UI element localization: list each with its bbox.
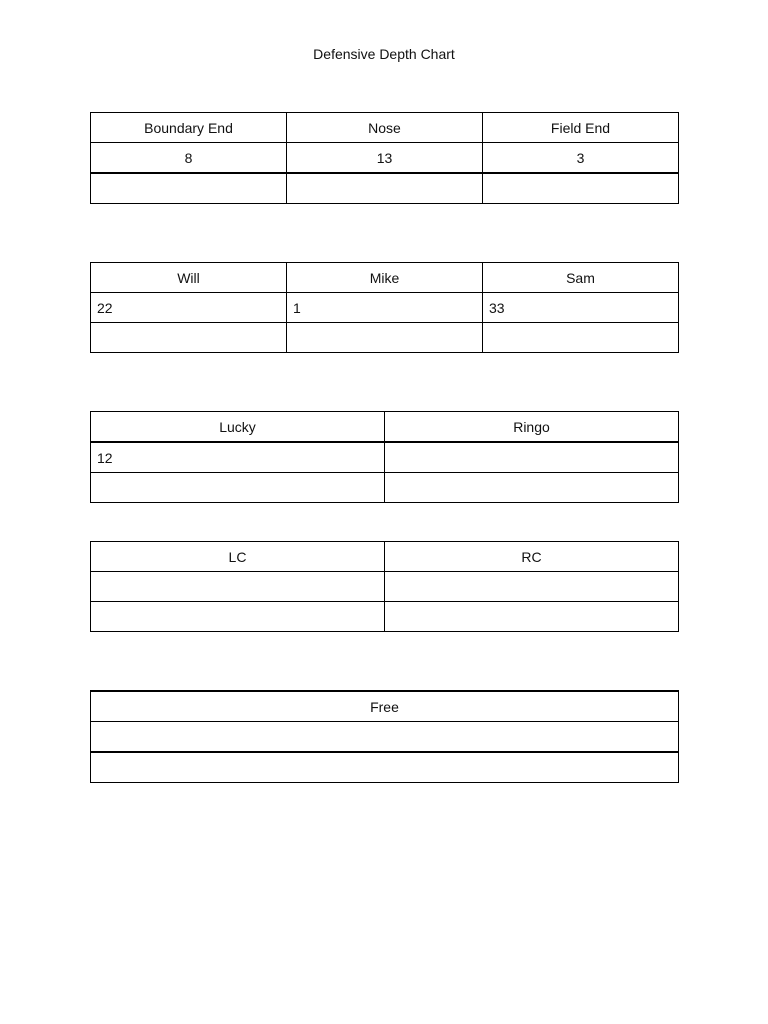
- cell-sam-1[interactable]: 33: [483, 293, 679, 323]
- free-safety-table: [90, 690, 679, 783]
- cell-sam-2[interactable]: [483, 323, 679, 353]
- table-header-row: [91, 113, 679, 143]
- page-title: Defensive Depth Chart: [313, 46, 455, 62]
- cell-boundary-end-1[interactable]: 8: [91, 143, 287, 174]
- linebackers-table: [90, 262, 679, 353]
- table-row: [91, 293, 679, 323]
- cell-ringo-2[interactable]: [385, 473, 679, 503]
- table-row: [91, 473, 679, 503]
- cell-will-2[interactable]: [91, 323, 287, 353]
- header-ringo[interactable]: Ringo: [385, 412, 679, 443]
- cell-lc-1[interactable]: [91, 572, 385, 602]
- cell-nose-2[interactable]: [287, 173, 483, 204]
- cell-mike-1[interactable]: 1: [287, 293, 483, 323]
- table-header-row: [91, 542, 679, 572]
- header-sam[interactable]: Sam: [483, 263, 679, 293]
- cell-lc-2[interactable]: [91, 602, 385, 632]
- header-lucky[interactable]: Lucky: [91, 412, 385, 443]
- table-row: [91, 722, 679, 753]
- header-rc[interactable]: RC: [385, 542, 679, 572]
- cell-nose-1[interactable]: 13: [287, 143, 483, 174]
- table-row: [91, 572, 679, 602]
- cell-boundary-end-2[interactable]: [91, 173, 287, 204]
- table-row: [91, 752, 679, 783]
- defensive-line-table: [90, 112, 679, 204]
- table-row: [91, 173, 679, 204]
- cell-field-end-2[interactable]: [483, 173, 679, 204]
- cell-will-1[interactable]: 22: [91, 293, 287, 323]
- table-header-row: [91, 412, 679, 443]
- table-row: [91, 143, 679, 174]
- cell-lucky-1[interactable]: 12: [91, 442, 385, 473]
- header-will[interactable]: Will: [91, 263, 287, 293]
- header-mike[interactable]: Mike: [287, 263, 483, 293]
- cell-rc-1[interactable]: [385, 572, 679, 602]
- table-row: [91, 442, 679, 473]
- header-free[interactable]: Free: [91, 691, 679, 722]
- table-row: [91, 323, 679, 353]
- cell-free-1[interactable]: [91, 722, 679, 753]
- table-row: [91, 602, 679, 632]
- cell-free-2[interactable]: [91, 752, 679, 783]
- cell-rc-2[interactable]: [385, 602, 679, 632]
- safeties-table: [90, 411, 679, 503]
- table-header-row: [91, 263, 679, 293]
- table-header-row: [91, 691, 679, 722]
- header-lc[interactable]: LC: [91, 542, 385, 572]
- cell-lucky-2[interactable]: [91, 473, 385, 503]
- cell-mike-2[interactable]: [287, 323, 483, 353]
- corners-table: [90, 541, 679, 632]
- header-nose[interactable]: Nose: [287, 113, 483, 143]
- cell-ringo-1[interactable]: [385, 442, 679, 473]
- header-boundary-end[interactable]: Boundary End: [91, 113, 287, 143]
- header-field-end[interactable]: Field End: [483, 113, 679, 143]
- cell-field-end-1[interactable]: 3: [483, 143, 679, 174]
